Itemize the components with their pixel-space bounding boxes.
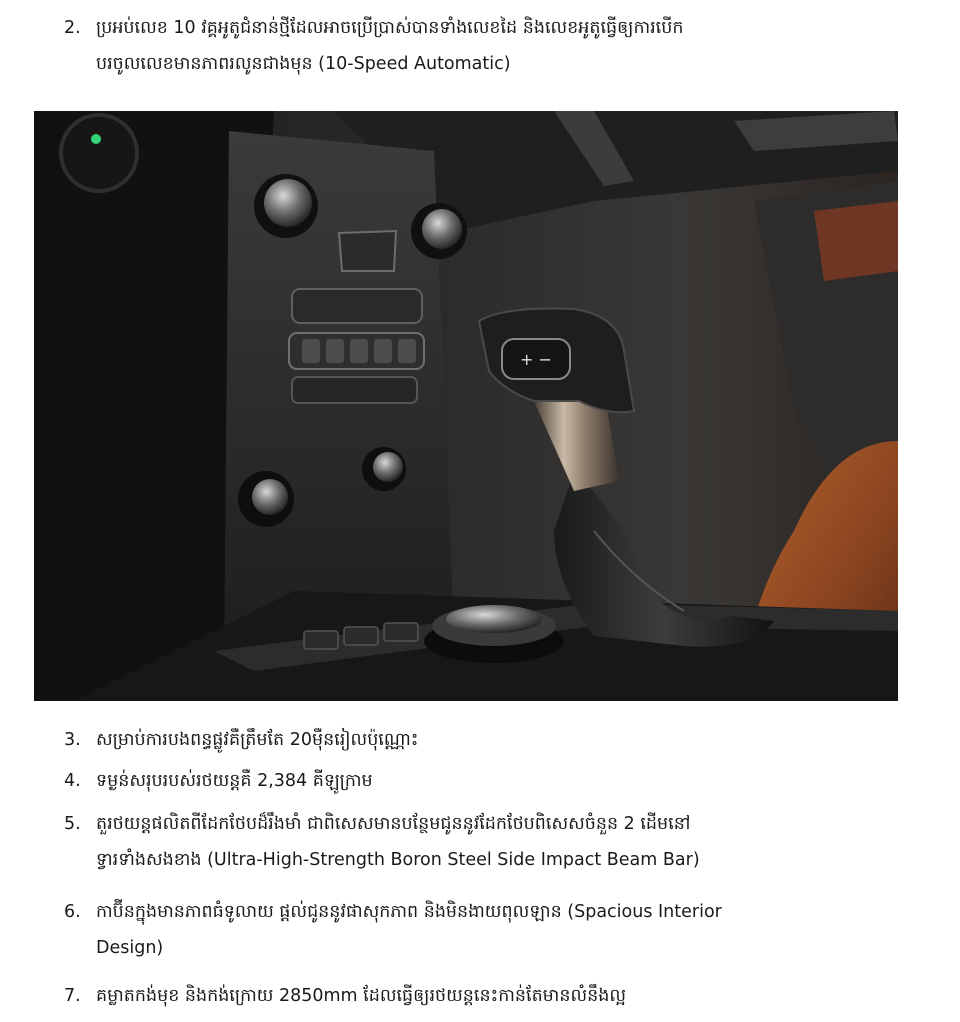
item-line: គម្លាតកង់មុខ និងកង់ក្រោយ 2850mm ដែលធ្វើឲ្យរថយន្តនេះកាន់តែមានលំនឹងល្អ (96, 986, 626, 1006)
item-text (96, 763, 904, 799)
list-item-6 (64, 894, 904, 966)
item-line: Design) (96, 938, 164, 958)
list-item-7 (64, 978, 904, 1014)
item-number: 4. (64, 771, 81, 791)
shifter-label: + − (520, 350, 552, 369)
item-line: ប្រអប់លេខ 10 វគ្គអូតូជំនាន់ថ្មីដែលអាចប្រើប្រាស់បានទាំងលេខដៃ និងលេខអូតូធ្វើឲ្យការបើក (96, 18, 684, 38)
item-text (96, 978, 904, 1014)
list-item-2 (64, 10, 904, 82)
list-item-5 (64, 806, 904, 878)
item-text (96, 806, 904, 878)
item-line: បរចូលលេខមានភាពរលូនជាងមុន (10-Speed Automatic) (96, 54, 511, 74)
item-text (96, 10, 904, 82)
item-number: 7. (64, 986, 81, 1006)
item-line: កាប៊ីនក្នុងមានភាពធំទូលាយ ផ្តល់ជូននូវផាសុកភាព និងមិនងាយពុលឡាន (Spacious Interior (96, 902, 722, 922)
item-number: 5. (64, 814, 81, 834)
gear-shift-photo (34, 111, 898, 701)
item-line: ទម្ងន់សរុបរបស់រថយន្តគឺ 2,384 គីឡូក្រាម (96, 771, 373, 791)
item-number: 2. (64, 18, 81, 38)
item-line: សម្រាប់ការបងពន្ធផ្លូវគឺត្រឹមតែ 20ម៉ឺនរៀលប៉ុណ្ណោះ (96, 730, 419, 750)
item-line: តួរថយន្តផលិតពីដែកថែបដ៏រឹងមាំ ជាពិសេសមានបន្ថែមជូននូវដែកថែបពិសេសចំនួន 2 ដើមនៅ (96, 814, 691, 834)
item-text (96, 894, 904, 966)
list-item-4 (64, 763, 904, 799)
item-text (96, 722, 904, 758)
item-line: ទ្វារទាំងសងខាង (Ultra-High-Strength Boron Steel Side Impact Beam Bar) (96, 850, 700, 870)
item-number: 3. (64, 730, 81, 750)
list-item-3 (64, 722, 904, 758)
item-number: 6. (64, 902, 81, 922)
